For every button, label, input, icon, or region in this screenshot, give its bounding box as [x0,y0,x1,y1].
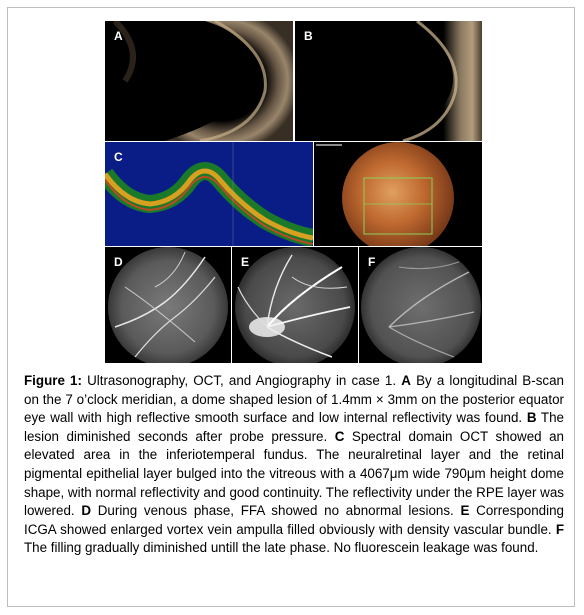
caption-figure-label: Figure 1: [24,373,82,388]
caption-text-c: Spectral domain OCT showed an elevated area in the inferiotemperal fundus. The neuralretinal layer and the retinal pigmental epithelial layer bulged into the vitreous with a 4067μm wide 790μm height dome shape, with normal reflectivity and good continuity. The reflectivity under the RPE layer was lowered. [24,428,564,519]
caption-intro: Ultrasonography, OCT, and Angiography in case 1. [81,373,402,388]
caption-text-a: By a longitudinal B-scan on the 7 o’clock meridian, a dome shaped lesion of 1.4mm × 3mm on the posterior equator eye wall with high reflective smooth surface and low internal reflectivity was found. [24,373,564,426]
panel-c-oct-scan-image [105,142,313,246]
panel-e-icga-image [232,247,358,363]
panel-f-late-phase-image [359,247,482,363]
caption-key-e: E [460,503,470,519]
panel-e-label: E [241,255,250,269]
caption-key-c: C [334,428,345,444]
caption-text-b: The lesion diminished seconds after probe pressure. [24,410,564,444]
caption-text-e: Corresponding ICGA showed enlarged vortex vein ampulla filled obviously with density vascular bundle. [24,503,564,537]
caption-key-d: D [81,503,92,519]
panel-a-ultrasound-image [105,21,293,141]
panel-d-ffa-image [105,247,231,363]
panel-a-label: A [114,29,123,43]
fundus-legend-box [316,144,342,146]
panel-b-ultrasound-image [295,21,482,141]
caption-key-f: F [555,521,564,537]
panel-b-label: B [304,29,313,43]
panel-d-label: D [114,255,123,269]
caption-text-f: The filling gradually diminished untill the late phase. No fluorescein leakage was found. [24,540,539,556]
panel-f-label: F [368,255,376,269]
fundus-photo-image [314,142,482,246]
caption-key-a: A [401,373,411,388]
figure-caption [24,372,564,558]
caption-key-b: B [526,410,537,426]
panel-c-label: C [114,150,123,164]
caption-text-d: During venous phase, FFA showed no abnormal lesions. [91,503,461,519]
